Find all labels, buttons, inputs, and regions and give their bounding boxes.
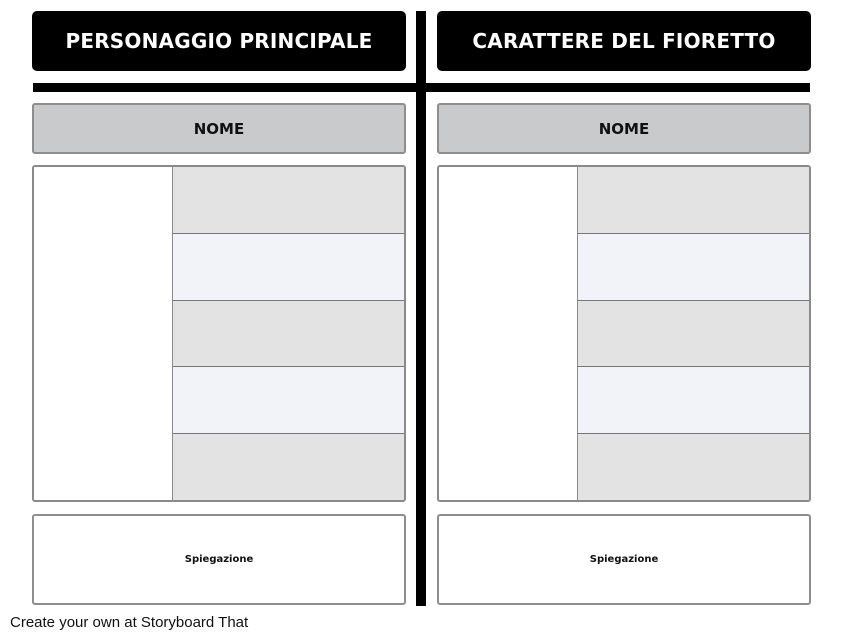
right-attribute-row-4[interactable]	[578, 367, 809, 434]
left-name-box[interactable]	[32, 103, 406, 154]
left-header	[32, 11, 406, 71]
right-header-title: CARATTERE DEL FIORETTO	[472, 29, 776, 53]
left-attribute-row-3[interactable]	[173, 301, 404, 368]
left-attribute-row-1[interactable]	[173, 167, 404, 234]
right-name-box[interactable]	[437, 103, 811, 154]
left-header-title: PERSONAGGIO PRINCIPALE	[65, 29, 373, 53]
right-attribute-row-1[interactable]	[578, 167, 809, 234]
left-attribute-row-2[interactable]	[173, 234, 404, 301]
right-image-cell[interactable]	[439, 167, 578, 500]
left-attribute-row-5[interactable]	[173, 434, 404, 500]
left-attribute-grid	[32, 165, 406, 502]
left-name-label: NOME	[193, 119, 245, 138]
right-header	[437, 11, 811, 71]
left-explanation-box[interactable]	[32, 514, 406, 605]
right-name-label: NOME	[598, 119, 650, 138]
footer-credit[interactable]: Create your own at Storyboard That	[10, 614, 249, 631]
right-attribute-row-3[interactable]	[578, 301, 809, 368]
right-explanation-label: Spiegazione	[589, 554, 659, 565]
right-attribute-row-5[interactable]	[578, 434, 809, 500]
left-attribute-row-4[interactable]	[173, 367, 404, 434]
right-explanation-box[interactable]	[437, 514, 811, 605]
right-attribute-rows	[578, 167, 809, 500]
vertical-divider	[416, 11, 426, 606]
left-attribute-rows	[173, 167, 404, 500]
right-attribute-grid	[437, 165, 811, 502]
left-explanation-label: Spiegazione	[184, 554, 254, 565]
left-image-cell[interactable]	[34, 167, 173, 500]
right-attribute-row-2[interactable]	[578, 234, 809, 301]
